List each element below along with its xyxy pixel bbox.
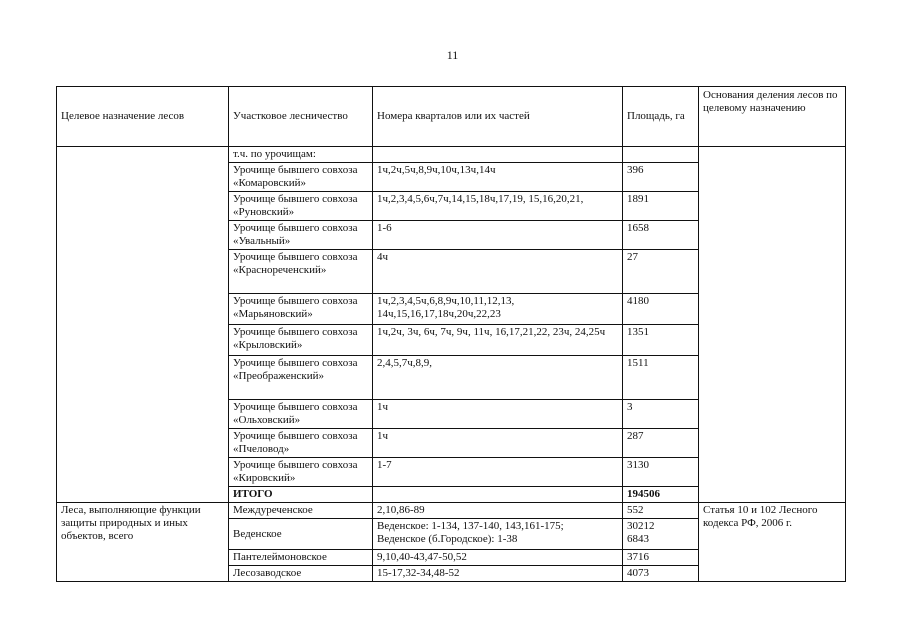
tract-area: 1658 <box>623 221 699 250</box>
header-forestry: Участковое лесничество <box>229 87 373 147</box>
forestry-area: 3716 <box>623 550 699 566</box>
tract-area: 287 <box>623 429 699 458</box>
tract-quarters: 2,4,5,7ч,8,9, <box>373 356 623 400</box>
tract-quarters: 1ч,2ч,5ч,8,9ч,10ч,13ч,14ч <box>373 163 623 192</box>
table-row <box>57 503 846 519</box>
total-label: ИТОГО <box>229 487 373 503</box>
protective-purpose: Леса, выполняющие функции защиты природных и иных объектов, всего <box>57 503 229 582</box>
subheader-area-empty <box>623 147 699 163</box>
total-area: 194506 <box>623 487 699 503</box>
tract-quarters: 1ч <box>373 400 623 429</box>
forestry-name: Лесозаводское <box>229 566 373 582</box>
tract-area: 1511 <box>623 356 699 400</box>
tract-quarters: 4ч <box>373 250 623 294</box>
forestry-name: Веденское <box>229 519 373 550</box>
header-purpose: Целевое назначение лесов <box>57 87 229 147</box>
subheader-quarters-empty <box>373 147 623 163</box>
tract-name: Урочище бывшего совхоза «Крыловский» <box>229 325 373 356</box>
header-area: Площадь, га <box>623 87 699 147</box>
tracts-body <box>57 147 846 503</box>
tract-quarters: 1ч,2,3,4,5ч,6,8,9ч,10,11,12,13, 14ч,15,16,17,18ч,20ч,22,23 <box>373 294 623 325</box>
tract-name: Урочище бывшего совхоза «Кировский» <box>229 458 373 487</box>
tract-quarters: 1ч,2,3,4,5,6ч,7ч,14,15,18ч,17,19, 15,16,20,21, <box>373 192 623 221</box>
tract-area: 396 <box>623 163 699 192</box>
tract-area: 4180 <box>623 294 699 325</box>
tract-name: Урочище бывшего совхоза «Пчеловод» <box>229 429 373 458</box>
page-number: 11 <box>446 48 459 62</box>
header-row <box>57 87 846 147</box>
tract-quarters: 1-7 <box>373 458 623 487</box>
header-quarters: Номера кварталов или их частей <box>373 87 623 147</box>
tract-name: Урочище бывшего совхоза «Руновский» <box>229 192 373 221</box>
protective-basis: Статья 10 и 102 Лесного кодекса РФ, 2006 г. <box>699 503 846 582</box>
tract-area: 3130 <box>623 458 699 487</box>
header-basis: Основания деления лесов по целевому назначению <box>699 87 846 147</box>
protective-body <box>57 503 846 582</box>
forestry-name: Междуреченское <box>229 503 373 519</box>
tract-area: 1891 <box>623 192 699 221</box>
tract-name: Урочище бывшего совхоза «Преображенский» <box>229 356 373 400</box>
tract-name: Урочище бывшего совхоза «Краснореченский» <box>229 250 373 294</box>
tract-name: Урочище бывшего совхоза «Комаровский» <box>229 163 373 192</box>
tract-area: 3 <box>623 400 699 429</box>
forest-purpose-table <box>56 86 846 582</box>
subheader-row <box>57 147 846 163</box>
tract-quarters: 1ч,2ч, 3ч, 6ч, 7ч, 9ч, 11ч, 16,17,21,22, 23ч, 24,25ч <box>373 325 623 356</box>
tract-quarters: 1ч <box>373 429 623 458</box>
forestry-quarters: Веденское: 1-134, 137-140, 143,161-175; Веденское (б.Городское): 1-38 <box>373 519 623 550</box>
basis-cell-empty <box>699 147 846 503</box>
tract-area: 27 <box>623 250 699 294</box>
tract-name: Урочище бывшего совхоза «Увальный» <box>229 221 373 250</box>
subheader-label: т.ч. по урочищам: <box>229 147 373 163</box>
tract-area: 1351 <box>623 325 699 356</box>
tract-name: Урочище бывшего совхоза «Марьяновский» <box>229 294 373 325</box>
forestry-name: Пантелеймоновское <box>229 550 373 566</box>
total-quarters-empty <box>373 487 623 503</box>
forestry-area: 4073 <box>623 566 699 582</box>
forestry-quarters: 9,10,40-43,47-50,52 <box>373 550 623 566</box>
tract-name: Урочище бывшего совхоза «Ольховский» <box>229 400 373 429</box>
tract-quarters: 1-6 <box>373 221 623 250</box>
forestry-quarters: 2,10,86-89 <box>373 503 623 519</box>
forestry-area: 552 <box>623 503 699 519</box>
forestry-quarters: 15-17,32-34,48-52 <box>373 566 623 582</box>
purpose-cell-empty <box>57 147 229 503</box>
forestry-area: 30212 6843 <box>623 519 699 550</box>
